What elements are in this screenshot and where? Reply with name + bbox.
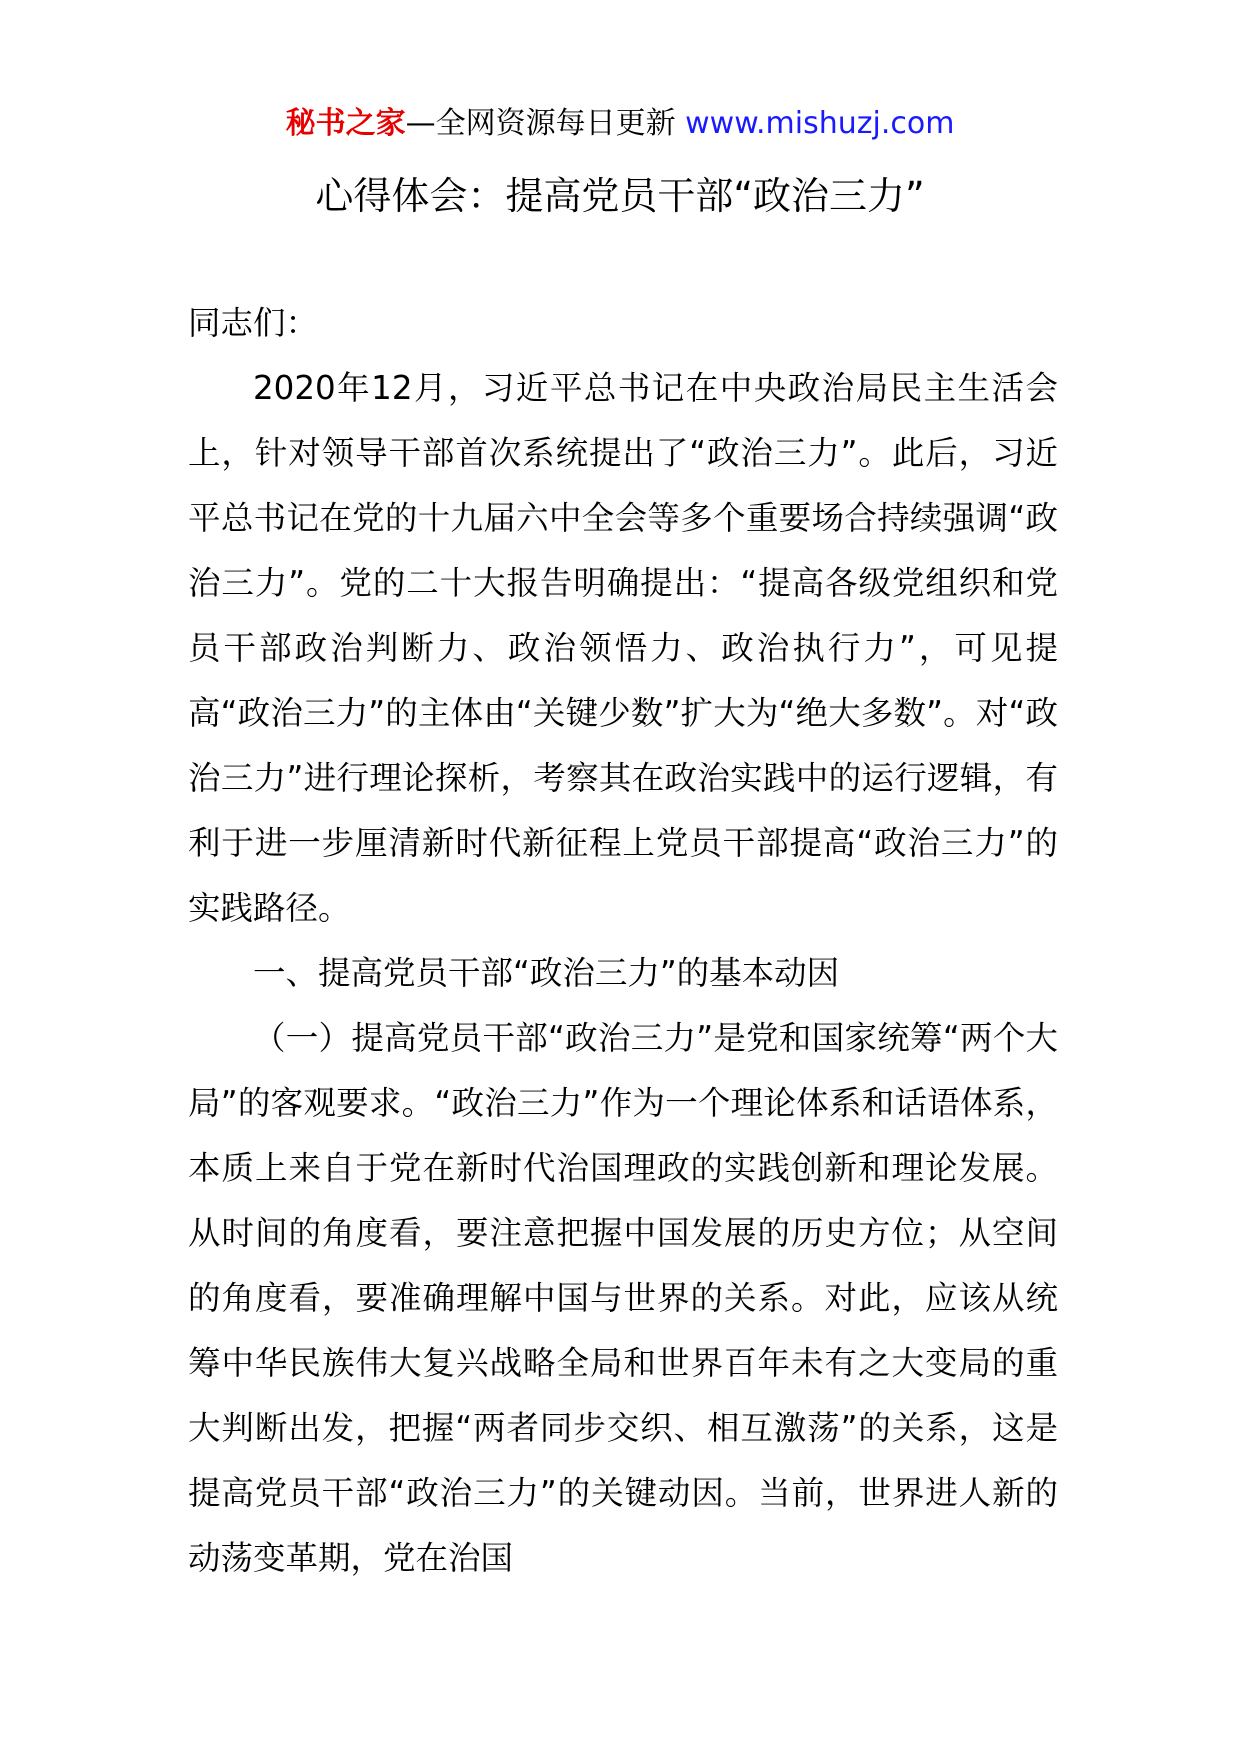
site-brand: 秘书之家 <box>285 106 406 141</box>
document-body <box>188 291 1058 1591</box>
salutation: 同志们： <box>188 304 319 342</box>
paragraph-subsection-1: （一）提高党员干部“政治三力”是党和国家统筹“两个大局”的客观要求。“政治三力”作为一个理论体系和话语体系，本质上来自于党在新时代治国理政的实践创新和理论发展。从时间的角度看，要注意把握中国发展的历史方位；从空间的角度看，要准确理解中国与世界的关系。对此，应该从统筹中华民族伟大复兴战略全局和世界百年未有之大变局的重大判断出发，把握“两者同步交织、相互激荡”的关系，这是提高党员干部“政治三力”的关键动因。当前，世界进人新的动荡变革期，党在治国 <box>188 1019 1058 1577</box>
site-banner <box>0 102 1240 146</box>
site-url-link[interactable]: www.mishuzj.com <box>685 106 955 141</box>
paragraph-intro: 2020年12月，习近平总书记在中央政治局民主生活会上，针对领导干部首次系统提出了“政治三力”。此后，习近平总书记在党的十九届六中全会等多个重要场合持续强调“政治三力”。党的二十大报告明确提出：“提高各级党组织和党员干部政治判断力、政治领悟力、政治执行力”，可见提高“政治三力”的主体由“关键少数”扩大为“绝大多数”。对“政治三力”进行理论探析，考察其在政治实践中的运行逻辑，有利于进一步厘清新时代新征程上党员干部提高“政治三力”的实践路径。 <box>188 369 1058 927</box>
document-title: 心得体会：提高党员干部“政治三力” <box>315 174 925 218</box>
site-tagline: —全网资源每日更新 <box>405 106 676 141</box>
section-heading: 一、提高党员干部“政治三力”的基本动因 <box>253 954 840 992</box>
